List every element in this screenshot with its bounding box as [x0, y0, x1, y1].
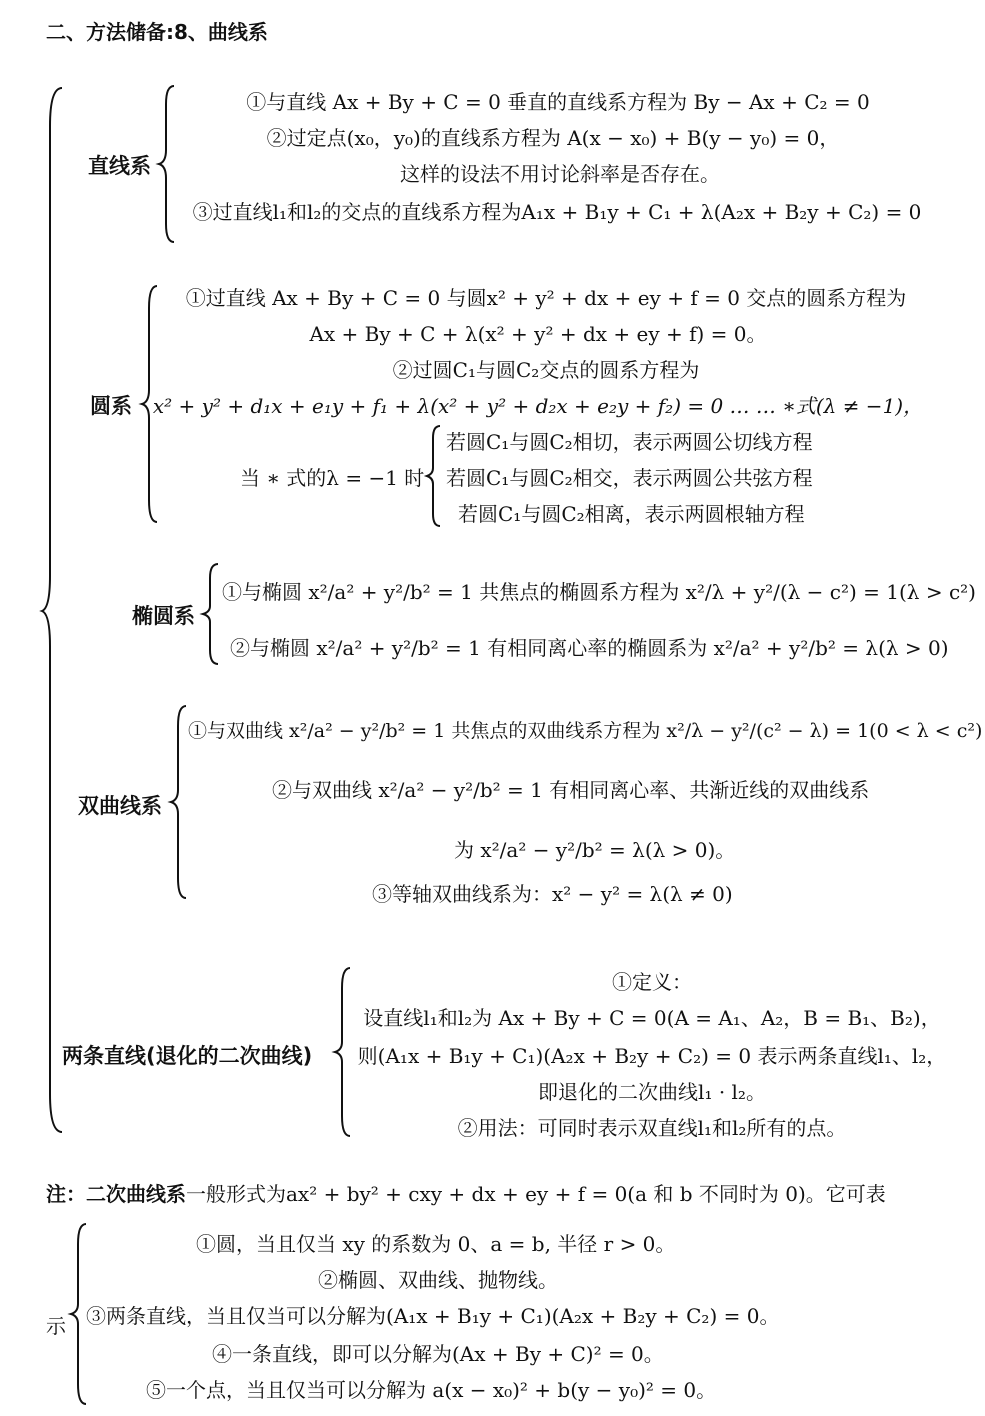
note-item-3: ③两条直线，当且仅当可以分解为(A₁x + B₁y + C₁)(A₂x + B₂y + C₂) = 0。: [86, 1304, 780, 1328]
circle-system-item-1: ①过直线 Ax + By + C = 0 与圆x² + y² + dx + ey + f = 0 交点的圆系方程为: [185, 286, 907, 310]
note-text: 一般形式为ax² + by² + cxy + dx + ey + f = 0(a 和 b 不同时为 0)。它可表: [186, 1182, 886, 1206]
two-lines-item-2: 设直线l₁和l₂为 Ax + By + C = 0(A = A₁、A₂，B = B₁、B₂)，: [363, 1006, 941, 1030]
circle-system-item-2: ②过圆C₁与圆C₂交点的圆系方程为: [392, 358, 700, 382]
two-lines-brace: [336, 966, 352, 1138]
circle-system-item-1-eq: Ax + By + C + λ(x² + y² + dx + ey + f) = 0。: [309, 322, 767, 346]
hyperbola-system-item-2: ②与双曲线 x²/a² − y²/b² = 1 有相同离心率、共渐近线的双曲线系: [272, 778, 870, 802]
ellipse-system-label: 椭圆系: [132, 604, 195, 628]
hyperbola-system-label: 双曲线系: [78, 794, 162, 818]
circle-sub-item-3: 若圆C₁与圆C₂相离，表示两圆根轴方程: [458, 502, 805, 526]
line-system-item-2: ②过定点(x₀，y₀)的直线系方程为 A(x − x₀) + B(y − y₀) = 0，: [266, 126, 840, 150]
ellipse-system-item-2: ②与椭圆 x²/a² + y²/b² = 1 有相同离心率的椭圆系为 x²/a² + y²/b² = λ(λ > 0): [230, 636, 949, 660]
note-item-1: ①圆，当且仅当 xy 的系数为 0、a = b, 半径 r > 0。: [196, 1232, 676, 1256]
note-item-4: ④一条直线，即可以分解为(Ax + By + C)² = 0。: [212, 1342, 664, 1366]
line-system-brace: [160, 84, 176, 244]
note-item-2: ②椭圆、双曲线、抛物线。: [318, 1268, 558, 1292]
note-prefix: 注：二次曲线系: [46, 1182, 186, 1206]
outer-brace: [44, 86, 64, 1136]
line-system-item-1: ①与直线 Ax + By + C = 0 垂直的直线系方程为 By − Ax + C₂ = 0: [246, 90, 870, 114]
hyperbola-system-item-2-eq: 为 x²/a² − y²/b² = λ(λ > 0)。: [454, 838, 736, 862]
circle-system-item-2-eq: x² + y² + d₁x + e₁y + f₁ + λ(x² + y² + d₂x + e₂y + f₂) = 0 … … ∗式(λ ≠ −1)，: [152, 394, 924, 418]
two-lines-item-3: 则(A₁x + B₁y + C₁)(A₂x + B₂y + C₂) = 0 表示两条直线l₁、l₂，: [357, 1044, 947, 1068]
hyperbola-system-brace: [172, 704, 188, 900]
section-title: 二、方法储备:8、曲线系: [46, 20, 268, 44]
two-lines-item-5: ②用法：可同时表示双直线l₁和l₂所有的点。: [457, 1116, 847, 1140]
two-lines-item-4: 即退化的二次曲线l₁ · l₂。: [538, 1080, 766, 1104]
ellipse-system-brace: [204, 562, 220, 666]
circle-sub-item-1: 若圆C₁与圆C₂相切，表示两圆公切线方程: [446, 430, 813, 454]
note-line: [46, 1178, 886, 1207]
circle-sub-brace: [428, 424, 442, 528]
circle-system-label: 圆系: [90, 394, 132, 418]
two-lines-item-1: ①定义：: [612, 970, 692, 994]
note-item-5: ⑤一个点，当且仅当可以分解为 a(x − x₀)² + b(y − y₀)² = 0。: [146, 1378, 717, 1402]
line-system-item-2-note: 这样的设法不用讨论斜率是否存在。: [400, 162, 720, 186]
two-lines-label: 两条直线(退化的二次曲线): [62, 1044, 313, 1068]
line-system-label: 直线系: [88, 154, 151, 178]
hyperbola-system-item-1: ①与双曲线 x²/a² − y²/b² = 1 共焦点的双曲线系方程为 x²/λ − y²/(c² − λ) = 1(0 < λ < c²): [188, 720, 983, 742]
ellipse-system-item-1: ①与椭圆 x²/a² + y²/b² = 1 共焦点的椭圆系方程为 x²/λ + y²/(λ − c²) = 1(λ > c²): [222, 580, 976, 604]
circle-sub-label: 当 ∗ 式的λ = −1 时: [240, 466, 425, 490]
circle-sub-item-2: 若圆C₁与圆C₂相交，表示两圆公共弦方程: [446, 466, 813, 490]
note-label: 示: [46, 1314, 66, 1338]
hyperbola-system-item-3: ③等轴双曲线系为：x² − y² = λ(λ ≠ 0): [372, 882, 733, 906]
line-system-item-3: ③过直线l₁和l₂的交点的直线系方程为A₁x + B₁y + C₁ + λ(A₂x + B₂y + C₂) = 0: [192, 200, 922, 224]
